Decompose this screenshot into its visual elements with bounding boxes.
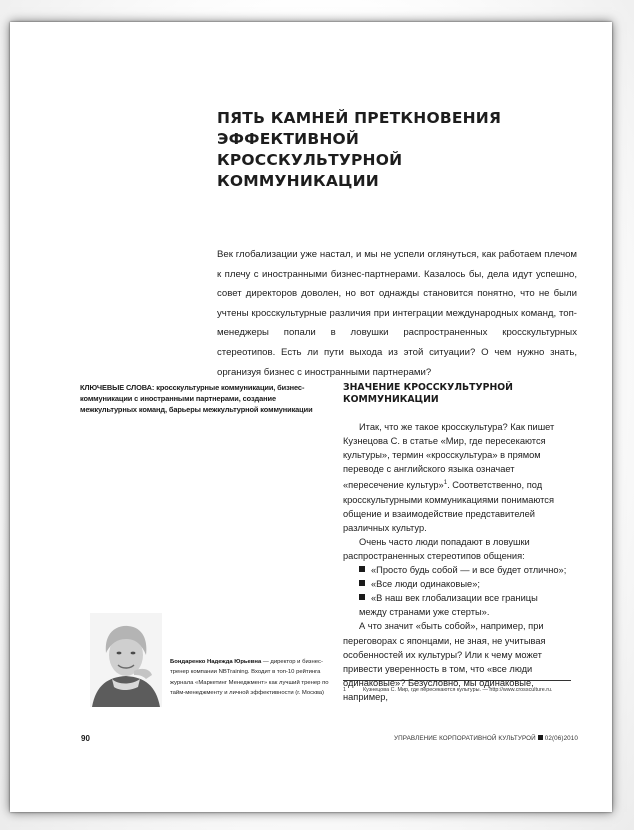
issue-number: 02(06)2010: [544, 735, 578, 742]
magazine-page: [10, 22, 612, 812]
journal-name: УПРАВЛЕНИЕ КОРПОРАТИВНОЙ КУЛЬТУРОЙ: [393, 735, 536, 742]
bullet-square-icon: [359, 594, 365, 600]
footnote: [343, 686, 583, 694]
running-footer: [378, 735, 578, 742]
footnote-text: Кузнецова С. Мир, где пересекаются культуры. — http://www.crossculture.ru.: [363, 687, 553, 693]
article-title: [217, 108, 547, 192]
article-body: [343, 420, 568, 704]
paragraph: А что значит «быть собой», например, при переговорах с японцами, не зная, не учитывая особенностей их культуры? Или к чему может привести уверенность в том, что «все люди одинаковые»? Безусловно, мы одинаковые, например,: [343, 621, 546, 702]
paragraph: Очень часто люди попадают в ловушки распространенных стереотипов общения:: [343, 536, 530, 561]
article-lead: Век глобализации уже настал, и мы не успели оглянуться, как работаем плечом к плечу с иностранными бизнес-партнерами. Казалось бы, дела идут успешно, совет директоров доволен, но вот однажды становится понятно, что не были учтены кросскультурные различия при интеграции международных команд, топ-менеджеры попали в ловушки распространенных кросскультурных стереотипов. Есть ли пути выхода из этой ситуации? О чем нужно знать, организуя бизнес с иностранными партнерами?: [217, 249, 577, 378]
separator-square-icon: [538, 735, 543, 740]
section-heading: [343, 382, 553, 405]
bullet-square-icon: [359, 566, 365, 572]
keywords: [80, 382, 330, 415]
list-item: «В наш век глобализации все границы между странами уже стерты».: [359, 593, 538, 618]
section-heading-line: КОММУНИКАЦИИ: [343, 393, 439, 405]
author-name: Бондаренко Надежда Юрьевна: [170, 659, 262, 665]
paragraph: Итак, что же такое кросскультура? Как пишет Кузнецова С. в статье «Мир, где пересекаются культуры», термин «кросскультура» в прямом переводе с английского языка означает «пересечение культур»$^1$. Соответственно, под кросскультурными коммуникациями понимаются общение и взаимодействие представителей различных культур.: [343, 422, 555, 533]
list-item: «Просто будь собой — и все будет отлично»;: [343, 563, 568, 577]
author-bio: — директор и бизнес-тренер компании NBTraining. Входит в топ-10 рейтинга журнала «Маркетинг Менеджмент» как лучший тренер по тайм-менеджменту и личной эффективности (г. Москва): [170, 659, 329, 697]
list-item: «Все люди одинаковые»;: [343, 577, 568, 591]
page-number: 90: [81, 734, 90, 743]
section-heading-line: ЗНАЧЕНИЕ КРОССКУЛЬТУРНОЙ: [343, 382, 513, 393]
bullet-square-icon: [359, 580, 365, 586]
footnote-divider: [343, 680, 571, 681]
title-line: ЭФФЕКТИВНОЙ КРОССКУЛЬТУРНОЙ: [217, 130, 403, 169]
title-line: КОММУНИКАЦИИ: [217, 172, 379, 190]
keywords-text: кросскультурные коммуникации, бизнес-коммуникации с иностранными партнерами, создание межкультурных команд, барьеры межкультурной коммуникации: [80, 383, 313, 414]
title-line: ПЯТЬ КАМНЕЙ ПРЕТКНОВЕНИЯ: [217, 109, 502, 127]
author-photo: [90, 613, 162, 707]
footnote-ref: 1: [443, 480, 448, 487]
keywords-label: КЛЮЧЕВЫЕ СЛОВА:: [80, 383, 155, 392]
footnote-number: 1: [343, 687, 346, 693]
author-info: [170, 657, 330, 699]
author-portrait-icon: [90, 613, 162, 707]
